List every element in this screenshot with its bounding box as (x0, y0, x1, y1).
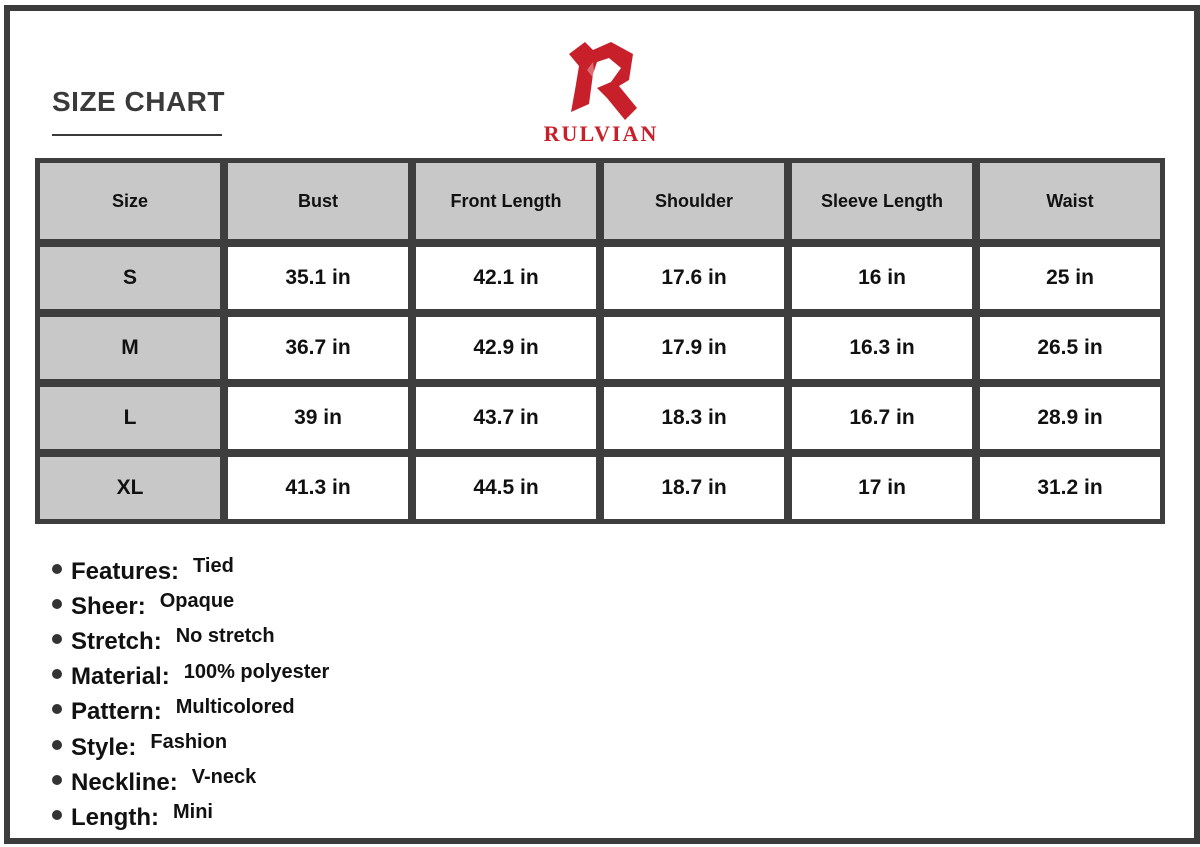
header-sleeve-length: Sleeve Length (792, 163, 972, 239)
feature-label: Features: (71, 557, 180, 585)
row-xl-front-length: 44.5 in (416, 457, 596, 519)
row-l-bust: 39 in (228, 387, 408, 449)
stylized-R-icon (563, 40, 641, 120)
feature-item-style (52, 728, 329, 763)
row-l-size: L (40, 387, 220, 449)
feature-value: Fashion (150, 731, 228, 754)
row-m-front-length: 42.9 in (416, 317, 596, 379)
row-xl-size: XL (40, 457, 220, 519)
row-l-shoulder: 18.3 in (604, 387, 784, 449)
feature-label: Stretch: (71, 627, 162, 655)
row-s-sleeve-length: 16 in (792, 247, 972, 309)
row-xl-bust: 41.3 in (228, 457, 408, 519)
header-size: Size (40, 163, 220, 239)
row-m-shoulder: 17.9 in (604, 317, 784, 379)
feature-item-neckline (52, 763, 329, 798)
feature-item-pattern (52, 693, 329, 728)
bullet-icon (52, 740, 62, 750)
feature-item-stretch (52, 622, 329, 657)
feature-value: No stretch (175, 625, 275, 648)
row-s-shoulder: 17.6 in (604, 247, 784, 309)
feature-value: Tied (193, 555, 234, 578)
row-xl-shoulder: 18.7 in (604, 457, 784, 519)
bullet-icon (52, 669, 62, 679)
title-underline (52, 134, 222, 136)
feature-value: Mini (172, 801, 213, 824)
feature-value: Multicolored (175, 695, 295, 718)
feature-item-material (52, 658, 329, 693)
header-waist: Waist (980, 163, 1160, 239)
bullet-icon (52, 599, 62, 609)
row-m-waist: 26.5 in (980, 317, 1160, 379)
bullet-icon (52, 704, 62, 714)
bullet-icon (52, 775, 62, 785)
row-l-waist: 28.9 in (980, 387, 1160, 449)
feature-value: V-neck (191, 766, 257, 789)
row-l-sleeve-length: 16.7 in (792, 387, 972, 449)
feature-item-features (52, 552, 329, 587)
row-m-bust: 36.7 in (228, 317, 408, 379)
feature-list (52, 552, 329, 834)
size-table (35, 158, 1165, 524)
row-m-size: M (40, 317, 220, 379)
row-xl-sleeve-length: 17 in (792, 457, 972, 519)
header-shoulder: Shoulder (604, 163, 784, 239)
row-s-size: S (40, 247, 220, 309)
row-s-bust: 35.1 in (228, 247, 408, 309)
row-s-waist: 25 in (980, 247, 1160, 309)
row-xl-waist: 31.2 in (980, 457, 1160, 519)
feature-label: Neckline: (71, 768, 178, 796)
bullet-icon (52, 564, 62, 574)
feature-label: Length: (71, 803, 159, 831)
bullet-icon (52, 634, 62, 644)
header-bust: Bust (228, 163, 408, 239)
bullet-icon (52, 810, 62, 820)
feature-label: Sheer: (71, 592, 146, 620)
row-m-sleeve-length: 16.3 in (792, 317, 972, 379)
feature-value: Opaque (159, 590, 235, 613)
header-front-length: Front Length (416, 163, 596, 239)
feature-item-length (52, 798, 329, 833)
feature-label: Material: (71, 663, 170, 691)
page-title: SIZE CHART (52, 86, 225, 117)
feature-label: Style: (71, 733, 137, 761)
row-l-front-length: 43.7 in (416, 387, 596, 449)
feature-value: 100% polyester (183, 660, 330, 683)
row-s-front-length: 42.1 in (416, 247, 596, 309)
brand-name: RULVIAN (543, 121, 659, 146)
feature-item-sheer (52, 587, 329, 622)
feature-label: Pattern: (71, 698, 162, 726)
